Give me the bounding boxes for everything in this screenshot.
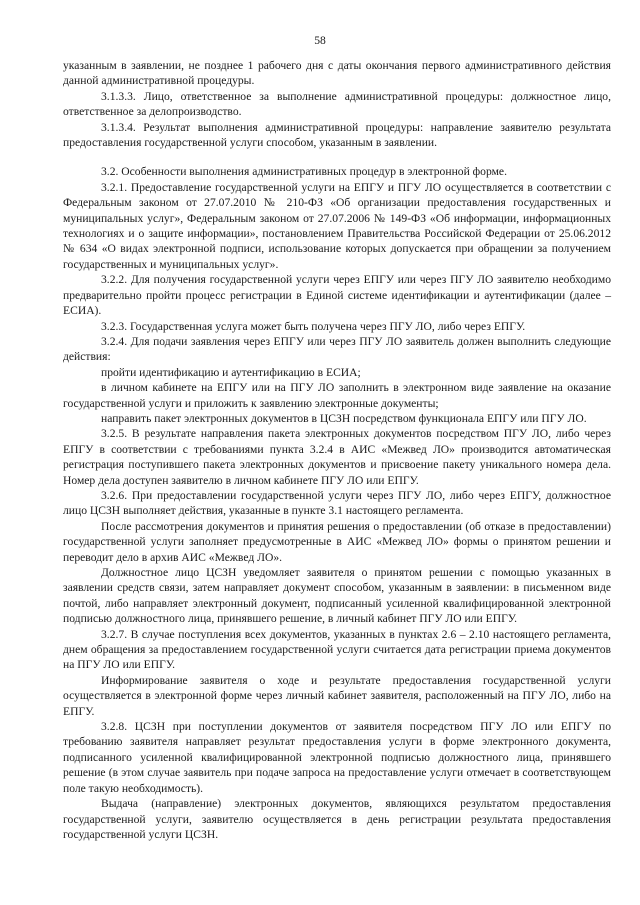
list-item-step-1: пройти идентификацию и аутентификацию в ЕСИА; [101, 365, 361, 379]
paragraph-3-2-7: 3.2.7. В случае поступления всех документов, указанных в пунктах 2.6 – 2.10 настоящего регламента, днем обращения за предоставлением государственной услуги считается дата регистрации приема документов на ПГУ ЛО или ЕПГУ. [63, 627, 611, 672]
paragraph-3-2-8: 3.2.8. ЦСЗН при поступлении документов от заявителя посредством ПГУ ЛО или ЕПГУ по требованию заявителя направляет результат предоставления услуги в форме электронного документа, подписанного усиленной квалифицированной электронной подписью должностного лица, принявшего решение (в этом случае заявитель при подаче запроса на предоставление услуги отмечает в соответствующем поле такую необходимость). [63, 720, 611, 795]
list-item-step-3: направить пакет электронных документов в ЦСЗН посредством функционала ЕПГУ или ПГУ ЛО. [101, 411, 587, 425]
section-gap [63, 150, 611, 164]
page-number: 58 [314, 34, 326, 47]
paragraph-3-1-3-4: 3.1.3.4. Результат выполнения административной процедуры: направление заявителю результата предоставления государственной услуги способом, указанным в заявлении. [63, 120, 611, 150]
paragraph-informing: Информирование заявителя о ходе и результате предоставления государственной услуги осуществляется в электронной форме через личный кабинет заявителя, расположенный на ПГУ ЛО, либо на ЕПГУ. [63, 673, 611, 718]
list-item-step-2: в личном кабинете на ЕПГУ или на ПГУ ЛО заполнить в электронном виде заявление на оказание государственной услуги и приложить к заявлению электронные документы; [63, 381, 611, 410]
paragraph-issuance: Выдача (направление) электронных документов, являющихся результатом предоставления государственной услуги, заявителю осуществляется в день регистрации результата предоставления государственной услуги ЦСЗН. [63, 797, 611, 841]
paragraph-3-2-2: 3.2.2. Для получения государственной услуги через ЕПГУ или через ПГУ ЛО заявителю необходимо предварительно пройти процесс регистрации в Единой системе идентификации и аутентификации (далее – ЕСИА). [63, 273, 611, 318]
paragraph-3-2-3: 3.2.3. Государственная услуга может быть получена через ПГУ ЛО, либо через ЕПГУ. [101, 319, 526, 333]
paragraph-notification: Должностное лицо ЦСЗН уведомляет заявителя о принятом решении с помощью указанных в заявлении средств связи, затем направляет документ способом, указанным в заявлении: в письменном виде почтой, либо направляет электронный документ, подписанный усиленной квалифицированной электронной подписью должностного лица, принявшего решение, в личный кабинет ПГУ ЛО или ЕПГУ. [63, 566, 611, 626]
paragraph-continuation: указанным в заявлении, не позднее 1 рабочего дня с даты окончания первого административного действия данной административной процедуры. [63, 59, 611, 88]
section-heading-3-2: 3.2. Особенности выполнения административных процедур в электронной форме. [101, 165, 507, 179]
paragraph-3-1-3-3: 3.1.3.3. Лицо, ответственное за выполнение административной процедуры: должностное лицо, ответственное за делопроизводство. [63, 89, 611, 119]
paragraph-3-2-5: 3.2.5. В результате направления пакета электронных документов посредством ПГУ ЛО, либо через ЕПГУ в соответствии с требованиями пункта 3.2.4 в АИС «Межвед ЛО» производится автоматическая регистрация поступившего пакета электронных документов и присвоение пакету уникального номера дела. Номер дела доступен заявителю в личном кабинете ПГУ ЛО или ЕПГУ. [63, 427, 611, 487]
paragraph-3-2-6: 3.2.6. При предоставлении государственной услуги через ПГУ ЛО, либо через ЕПГУ, должностное лицо ЦСЗН выполняет действия, указанные в пункте 3.1 настоящего регламента. [63, 488, 611, 518]
paragraph-3-2-1: 3.2.1. Предоставление государственной услуги на ЕПГУ и ПГУ ЛО осуществляется в соответствии с Федеральным законом от 27.07.2010 № 210-ФЗ «Об организации предоставления государственных и муниципальных услуг», Федеральным законом от 27.07.2006 № 149-ФЗ «Об информации, информационных технологиях и о защите информации», постановлением Правительства Российской Федерации от 25.06.2012 № 634 «О видах электронной подписи, использование которых допускается при обращении за получением государственных и муниципальных услуг». [63, 180, 611, 271]
paragraph-3-2-4: 3.2.4. Для подачи заявления через ЕПГУ или через ПГУ ЛО заявитель должен выполнить следующие действия: [63, 334, 611, 364]
paragraph-after-review: После рассмотрения документов и принятия решения о предоставлении (об отказе в предоставлении) государственной услуги заполняет предусмотренные в АИС «Межвед ЛО» формы о принятом решении и переводит дело в архив АИС «Межвед ЛО». [63, 519, 611, 564]
page-body [63, 58, 611, 842]
